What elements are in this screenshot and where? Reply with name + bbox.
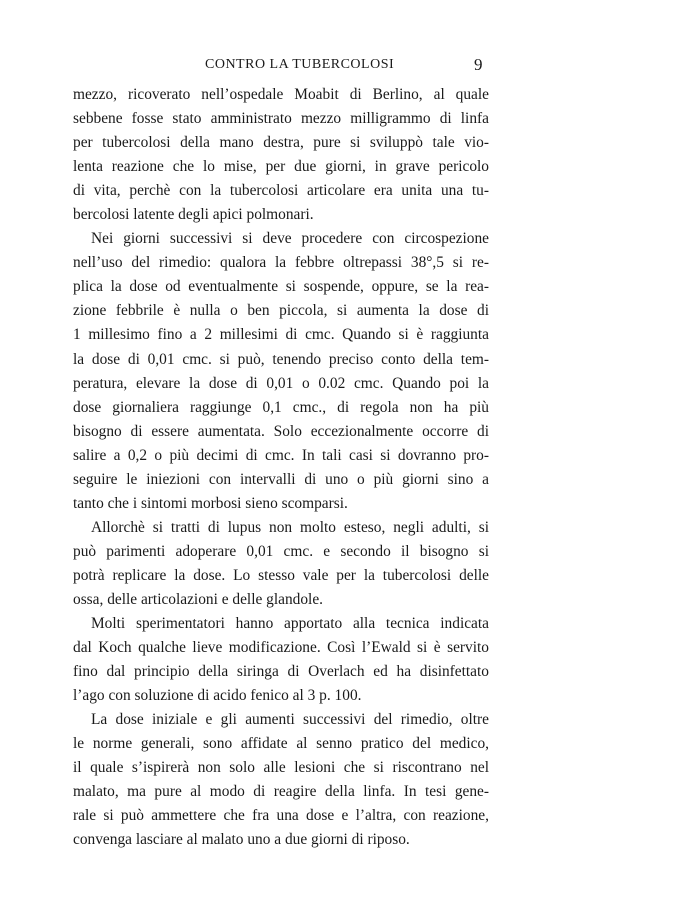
text-line: seguire le iniezioni con intervalli di uno o più giorni sino a — [73, 470, 489, 488]
paragraph-5 — [73, 708, 489, 852]
text-line: potrà replicare la dose. Lo stesso vale per la tubercolosi delle — [73, 566, 489, 584]
body-text — [73, 83, 489, 853]
text-line: dal Koch qualche lieve modificazione. Così l’Ewald si è servito — [73, 639, 489, 657]
paragraph-1 — [73, 83, 489, 227]
text-line: zione febbrile è nulla o ben piccola, si aumenta la dose di — [73, 302, 489, 320]
text-line: mezzo, ricoverato nell’ospedale Moabit di Berlino, al quale — [73, 86, 489, 103]
text-line: Nei giorni successivi si deve procedere con circospezione — [91, 230, 489, 248]
text-line: Molti sperimentatori hanno apportato alla tecnica indicata — [91, 615, 489, 633]
text-line: la dose di 0,01 cmc. si può, tenendo preciso conto della tem- — [73, 350, 489, 368]
text-line: nell’uso del rimedio: qualora la febbre oltrepassi 38°,5 si re- — [73, 254, 489, 272]
text-line: lenta reazione che lo mise, per due giorni, in grave pericolo — [73, 158, 489, 176]
text-line: convenga lasciare al malato uno a due giorni di riposo. — [73, 831, 410, 849]
text-line: salire a 0,2 o più decimi di cmc. In tali casi si dovranno pro- — [73, 446, 489, 464]
paragraph-3 — [73, 516, 489, 612]
text-line: bisogno di essere aumentata. Solo eccezionalmente occorre di — [73, 422, 489, 440]
text-line: rale si può ammettere che fra una dose e l’altra, con reazione, — [73, 807, 489, 825]
text-line: può parimenti adoperare 0,01 cmc. e secondo il bisogno si — [73, 542, 489, 560]
text-line: l’ago con soluzione di acido fenico al 3 p. 100. — [73, 687, 362, 705]
page-number: 9 — [474, 55, 483, 74]
text-line: dose giornaliera raggiunge 0,1 cmc., di regola non ha più — [73, 398, 489, 416]
text-line: peratura, elevare la dose di 0,01 o 0.02 cmc. Quando poi la — [73, 374, 489, 392]
text-line: malato, ma pure al modo di reagire della linfa. In tesi gene- — [73, 783, 489, 801]
text-line: bercolosi latente degli apici polmonari. — [73, 206, 314, 224]
paragraph-2 — [73, 227, 489, 516]
text-line: tanto che i sintomi morbosi sieno scomparsi. — [73, 494, 348, 512]
text-line: le norme generali, sono affidate al senno pratico del medico, — [73, 735, 489, 753]
text-line: La dose iniziale e gli aumenti successivi del rimedio, oltre — [91, 711, 489, 729]
text-line: 1 millesimo fino a 2 millesimi di cmc. Quando si è raggiunta — [73, 326, 489, 344]
text-line: plica la dose od eventualmente si sospende, oppure, se la rea- — [73, 278, 489, 296]
running-title: CONTRO LA TUBERCOLOSI — [205, 57, 395, 72]
text-line: fino dal principio della siringa di Overlach ed ha disinfettato — [73, 663, 489, 681]
text-line: per tubercolosi della mano destra, pure si sviluppò tale vio- — [73, 134, 489, 152]
paragraph-4 — [73, 612, 489, 708]
text-line: il quale s’ispirerà non solo alle lesioni che si riscontrano nel — [73, 759, 489, 777]
text-line: ossa, delle articolazioni e delle glandole. — [73, 590, 324, 608]
text-line: Allorchè si tratti di lupus non molto esteso, negli adulti, si — [91, 518, 489, 536]
text-line: sebbene fosse stato amministrato mezzo milligrammo di linfa — [73, 110, 489, 128]
text-line: di vita, perchè con la tubercolosi articolare era unita una tu- — [73, 182, 489, 200]
